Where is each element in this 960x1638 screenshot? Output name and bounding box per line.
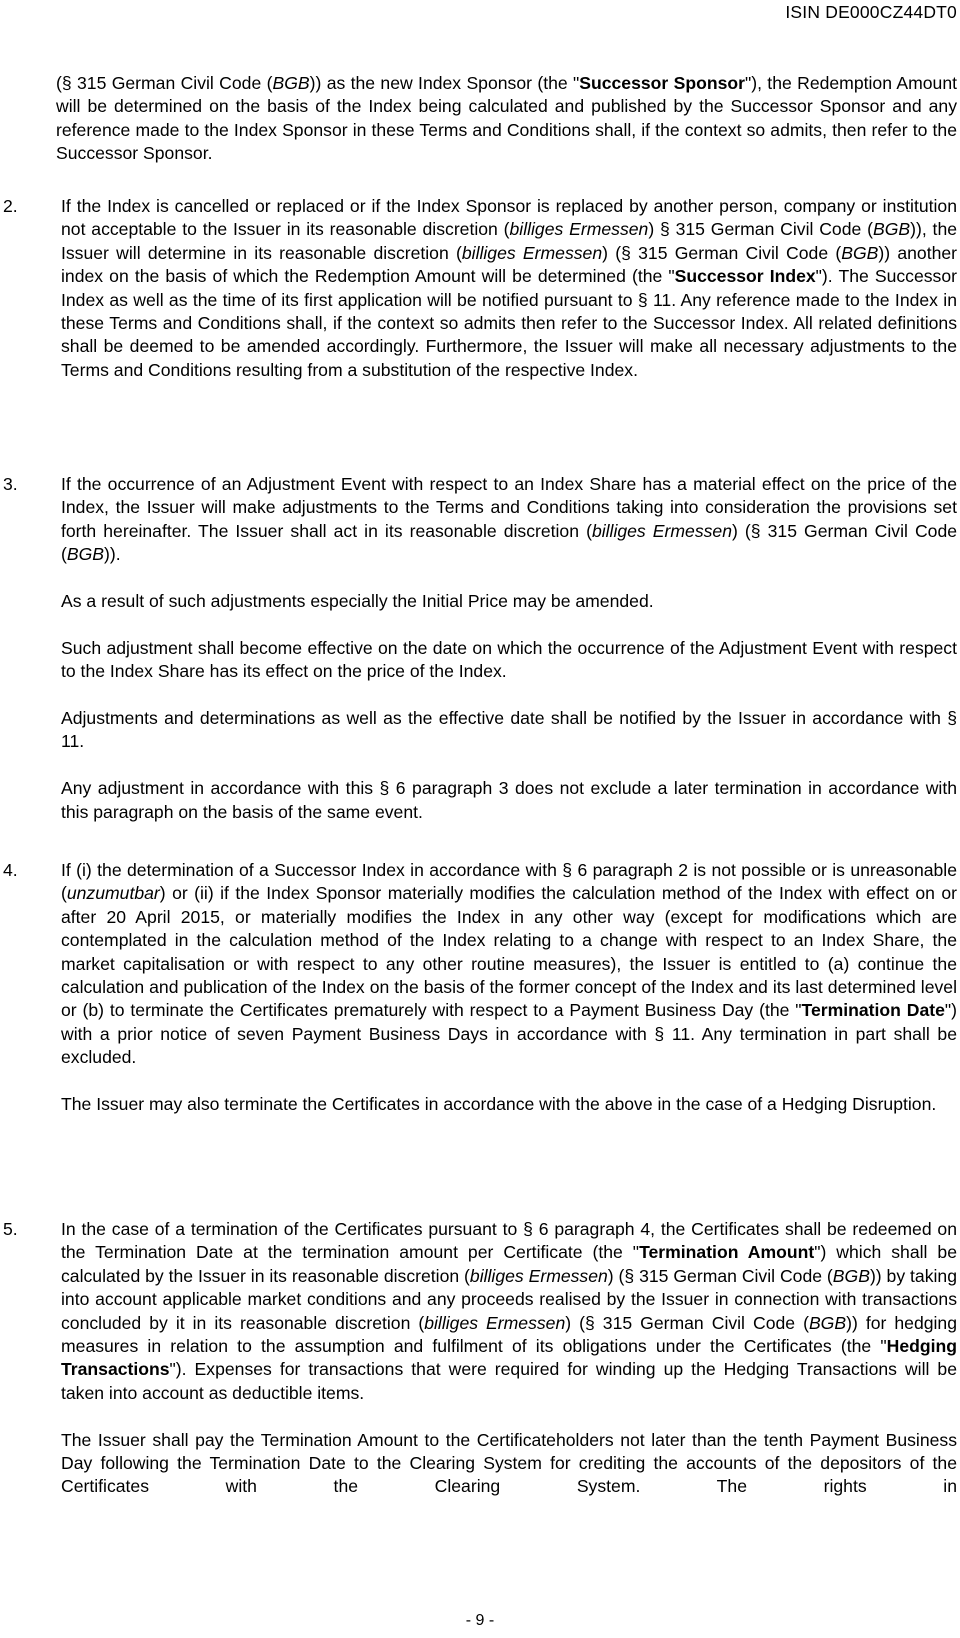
section-item-4 xyxy=(3,859,957,1116)
paragraph: As a result of such adjustments especially the Initial Price may be amended. xyxy=(61,591,654,612)
section-item-3 xyxy=(3,473,957,824)
item-content xyxy=(61,473,957,824)
paragraph: If the Index is cancelled or replaced or if the Index Sponsor is replaced by another person, company or institution not acceptable to the Issuer in its reasonable discretion (billiges Ermessen) § 315 German Civil Code (BGB)), the Issuer will determine in its reasonable discretion (billiges Ermessen) (§ 315 German Civil Code (BGB)) another index on the basis of which the Redemption Amount will be determined (the "Successor Index"). The Successor Index as well as the time of its first application will be notified pursuant to § 11. Any reference made to the Index in these Terms and Conditions shall, if the context so admits then refer to the Successor Index. All related definitions shall be deemed to be amended accordingly. Furthermore, the Issuer will make all necessary adjustments to the Terms and Conditions resulting from a substitution of the respective Index. xyxy=(61,196,958,380)
paragraph: Such adjustment shall become effective on the date on which the occurrence of the Adjustment Event with respect to the Index Share has its effect on the price of the Index. xyxy=(61,637,957,682)
defined-term: Successor Sponsor xyxy=(579,73,745,93)
item-number: 3. xyxy=(3,474,18,494)
item-number: 2. xyxy=(3,196,18,216)
item-content xyxy=(61,859,957,1116)
item-content xyxy=(61,195,957,382)
section-item-5 xyxy=(3,1218,957,1499)
paragraph: In the case of a termination of the Certificates pursuant to § 6 paragraph 4, the Certificates shall be redeemed on the Termination Date at the termination amount per Certificate (the "Termination Amount") which shall be calculated by the Issuer in its reasonable discretion (billiges Ermessen) (§ 315 German Civil Code (BGB)) by taking into account applicable market conditions and any proceeds realised by the Issuer in connection with transactions concluded by it in its reasonable discretion (billiges Ermessen) (§ 315 German Civil Code (BGB)) for hedging measures in relation to the assumption and fulfilment of its obligations under the Certificates (the "Hedging Transactions"). Expenses for transactions that were required for winding up the Hedging Transactions will be taken into account as deductible items. xyxy=(61,1219,958,1403)
defined-term: Termination Amount xyxy=(639,1242,815,1263)
page-number: - 9 - xyxy=(465,1612,495,1629)
paragraph: If the occurrence of an Adjustment Event with respect to an Index Share has a material effect on the price of the Index, the Issuer will make adjustments to the Terms and Conditions taking into consideration the provisions set forth hereinafter. The Issuer shall act in its reasonable discretion (billiges Ermessen) (§ 315 German Civil Code (BGB)). xyxy=(61,474,958,565)
paragraph: The Issuer may also terminate the Certificates in accordance with the above in the case of a Hedging Disruption. xyxy=(61,1094,937,1115)
defined-term: Hedging Transactions xyxy=(61,1336,957,1380)
item-content xyxy=(61,1218,957,1499)
intro-paragraph: (§ 315 German Civil Code (BGB)) as the new Index Sponsor (the "Successor Sponsor"), the Redemption Amount will be determined on the basis of the Index being calculated and published by the Successor Sponsor and any reference made to the Index Sponsor in these Terms and Conditions shall, if the context so admits, then refer to the Successor Sponsor. xyxy=(56,73,958,164)
paragraph: Adjustments and determinations as well as the effective date shall be notified by the Issuer in accordance with § 11. xyxy=(61,708,957,752)
paragraph: The Issuer shall pay the Termination Amount to the Certificateholders not later than the tenth Payment Business Day following the Termination Date to the Clearing System for crediting the accounts of the depositors of the Certificates with the Clearing System. The rights in xyxy=(61,1429,957,1497)
defined-term: Successor Index xyxy=(674,266,816,287)
isin-header: ISIN DE000CZ44DT0 xyxy=(785,2,957,22)
section-item-2 xyxy=(3,195,957,382)
item-number: 4. xyxy=(3,860,18,880)
defined-term: Termination Date xyxy=(801,1000,945,1021)
paragraph: If (i) the determination of a Successor Index in accordance with § 6 paragraph 2 is not possible or is unreasonable (unzumutbar) or (ii) if the Index Sponsor materially modifies the calculation method of the Index with effect on or after 20 April 2015, or materially modifies the Index in any other way (except for modifications which are contemplated in the calculation method of the Index relating to a change with respect to an Index Share, the market capitalisation or with respect to any other routine measures), the Issuer is entitled to (a) continue the calculation and publication of the Index on the basis of the former concept of the Index and its last determined level or (b) to terminate the Certificates prematurely with respect to a Payment Business Day (the "Termination Date") with a prior notice of seven Payment Business Days in accordance with § 11. Any termination in part shall be excluded. xyxy=(61,860,957,1068)
paragraph: Any adjustment in accordance with this § 6 paragraph 3 does not exclude a later termination in accordance with this paragraph on the basis of the same event. xyxy=(61,778,957,822)
item-number: 5. xyxy=(3,1219,18,1239)
